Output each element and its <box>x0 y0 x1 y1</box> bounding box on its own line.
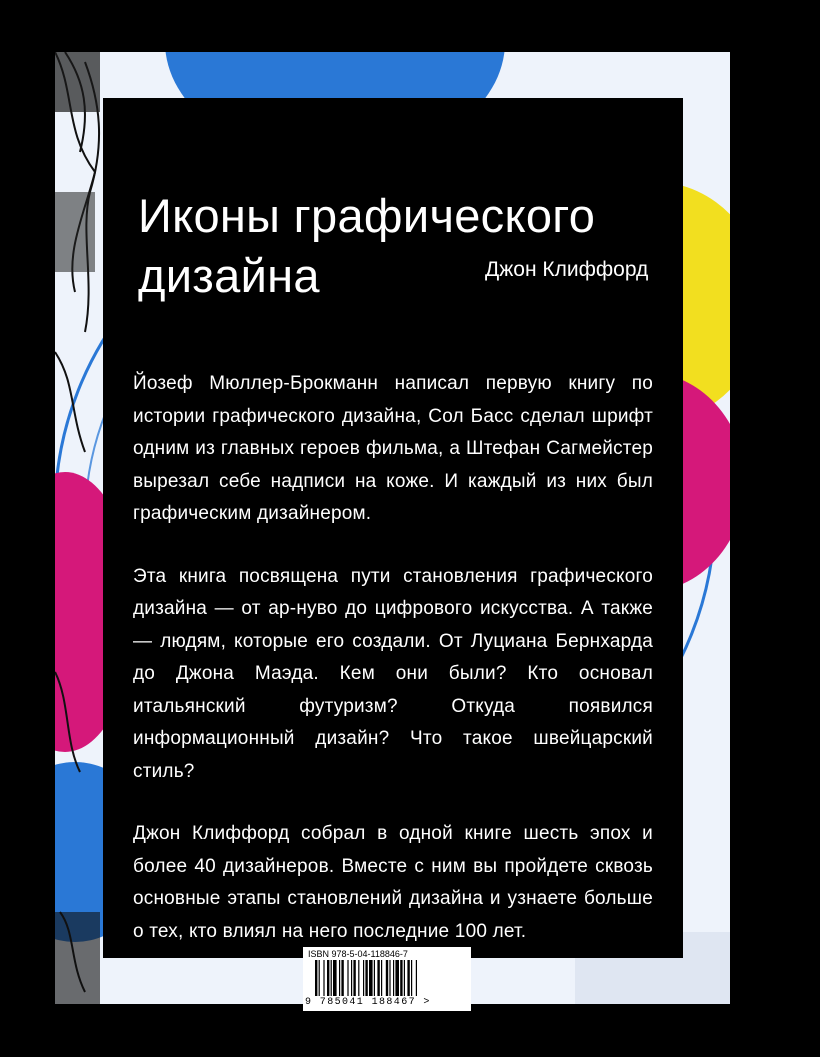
description-paragraph-1: Йозеф Мюллер-Брокманн написал первую книгу по истории графического дизайна, Сол Басс сделал шрифт одним из главных героев фильма, а Штефан Сагмейстер вырезал себе надписи на коже. И каждый из них был графическим дизайнером. <box>133 373 653 524</box>
publisher-logo-icon <box>433 962 469 1002</box>
barcode-digits: 9 785041 188467 > <box>305 997 431 1008</box>
text-panel <box>103 98 683 958</box>
book-title-line-2: дизайна <box>138 249 320 302</box>
description-paragraph-2: Эта книга посвящена пути становления графического дизайна — от ар-нуво до цифрового искусства. А также — людям, которые его создали. От Луциана Бернхарда до Джона Маэда. Кем они были? Кто основал итальянский футуризм? Откуда появился информационный дизайн? Что такое швейцарский стиль? <box>133 565 653 782</box>
book-title-line-1: Иконы графического <box>138 189 596 242</box>
description-paragraph-3: Джон Клиффорд собрал в одной книге шесть эпох и более 40 дизайнеров. Вместе с ним вы пройдете сквозь основные этапы становлений дизайна и узнаете больше о тех, кто влиял на него последние 100 лет. <box>133 823 653 942</box>
book-title <box>138 186 595 306</box>
isbn-number: ISBN 978-5-04-118846-7 <box>308 949 408 959</box>
book-author: Джон Клиффорд <box>485 258 649 281</box>
book-description <box>133 368 653 978</box>
